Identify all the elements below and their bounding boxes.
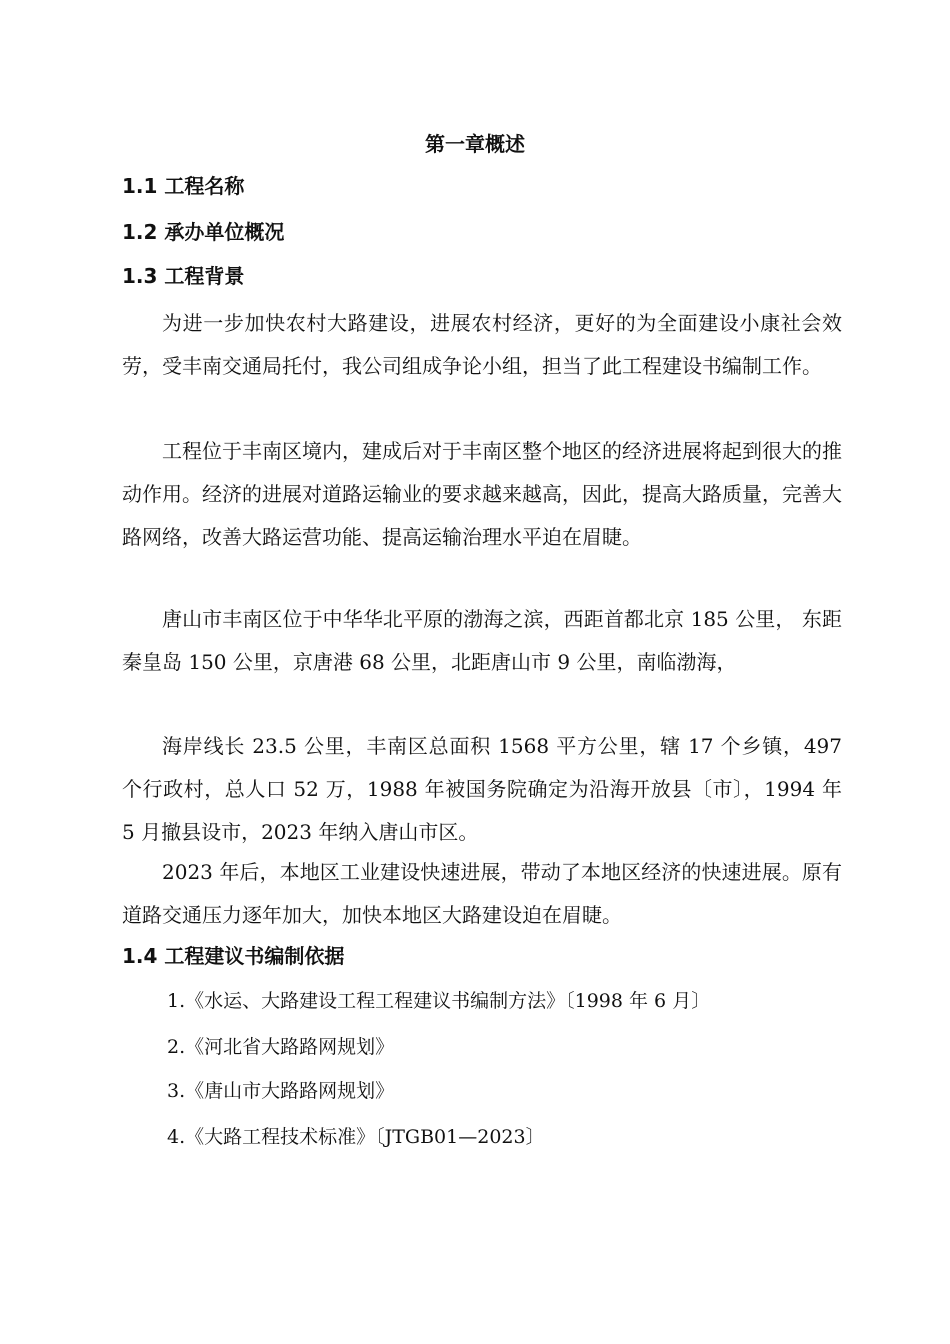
section-heading-1-1: 1.1 工程名称 bbox=[122, 174, 245, 198]
reference-item: 2.《河北省大路路网规划》 bbox=[167, 1036, 395, 1058]
reference-item: 4.《大路工程技术标准》〔JTGB01—2023〕 bbox=[167, 1126, 545, 1148]
paragraph-background-5: 2023 年后，本地区工业建设快速进展，带动了本地区经济的快速进展。原有道路交通压力逐年加大，加快本地区大路建设迫在眉睫。 bbox=[122, 860, 842, 927]
paragraph-background-2: 工程位于丰南区境内，建成后对于丰南区整个地区的经济进展将起到很大的推动作用。经济的进展对道路运输业的要求越来越高，因此，提高大路质量，完善大路网络，改善大路运营功能、提高运输治理水平迫在眉睫。 bbox=[122, 439, 842, 549]
reference-item: 1.《水运、大路建设工程工程建议书编制方法》〔1998 年 6 月〕 bbox=[167, 990, 711, 1012]
paragraph-background-1: 为进一步加快农村大路建设，进展农村经济，更好的为全面建设小康社会效劳，受丰南交通局托付，我公司组成争论小组，担当了此工程建设书编制工作。 bbox=[122, 311, 842, 378]
section-heading-1-4: 1.4 工程建议书编制依据 bbox=[122, 944, 345, 968]
reference-item: 3.《唐山市大路路网规划》 bbox=[167, 1080, 395, 1102]
paragraph-background-4: 海岸线长 23.5 公里，丰南区总面积 1568 平方公里，辖 17 个乡镇，497 个行政村，总人口 52 万，1988 年被国务院确定为沿海开放县〔市〕，1994 年 5 月撤县设市，2023 年纳入唐山市区。 bbox=[122, 734, 842, 844]
section-heading-1-2: 1.2 承办单位概况 bbox=[122, 220, 285, 244]
chapter-title: 第一章概述 bbox=[425, 132, 525, 156]
paragraph-background-3: 唐山市丰南区位于中华华北平原的渤海之滨，西距首都北京 185 公里， 东距秦皇岛 150 公里，京唐港 68 公里，北距唐山市 9 公里，南临渤海， bbox=[122, 607, 842, 674]
section-heading-1-3: 1.3 工程背景 bbox=[122, 264, 245, 288]
